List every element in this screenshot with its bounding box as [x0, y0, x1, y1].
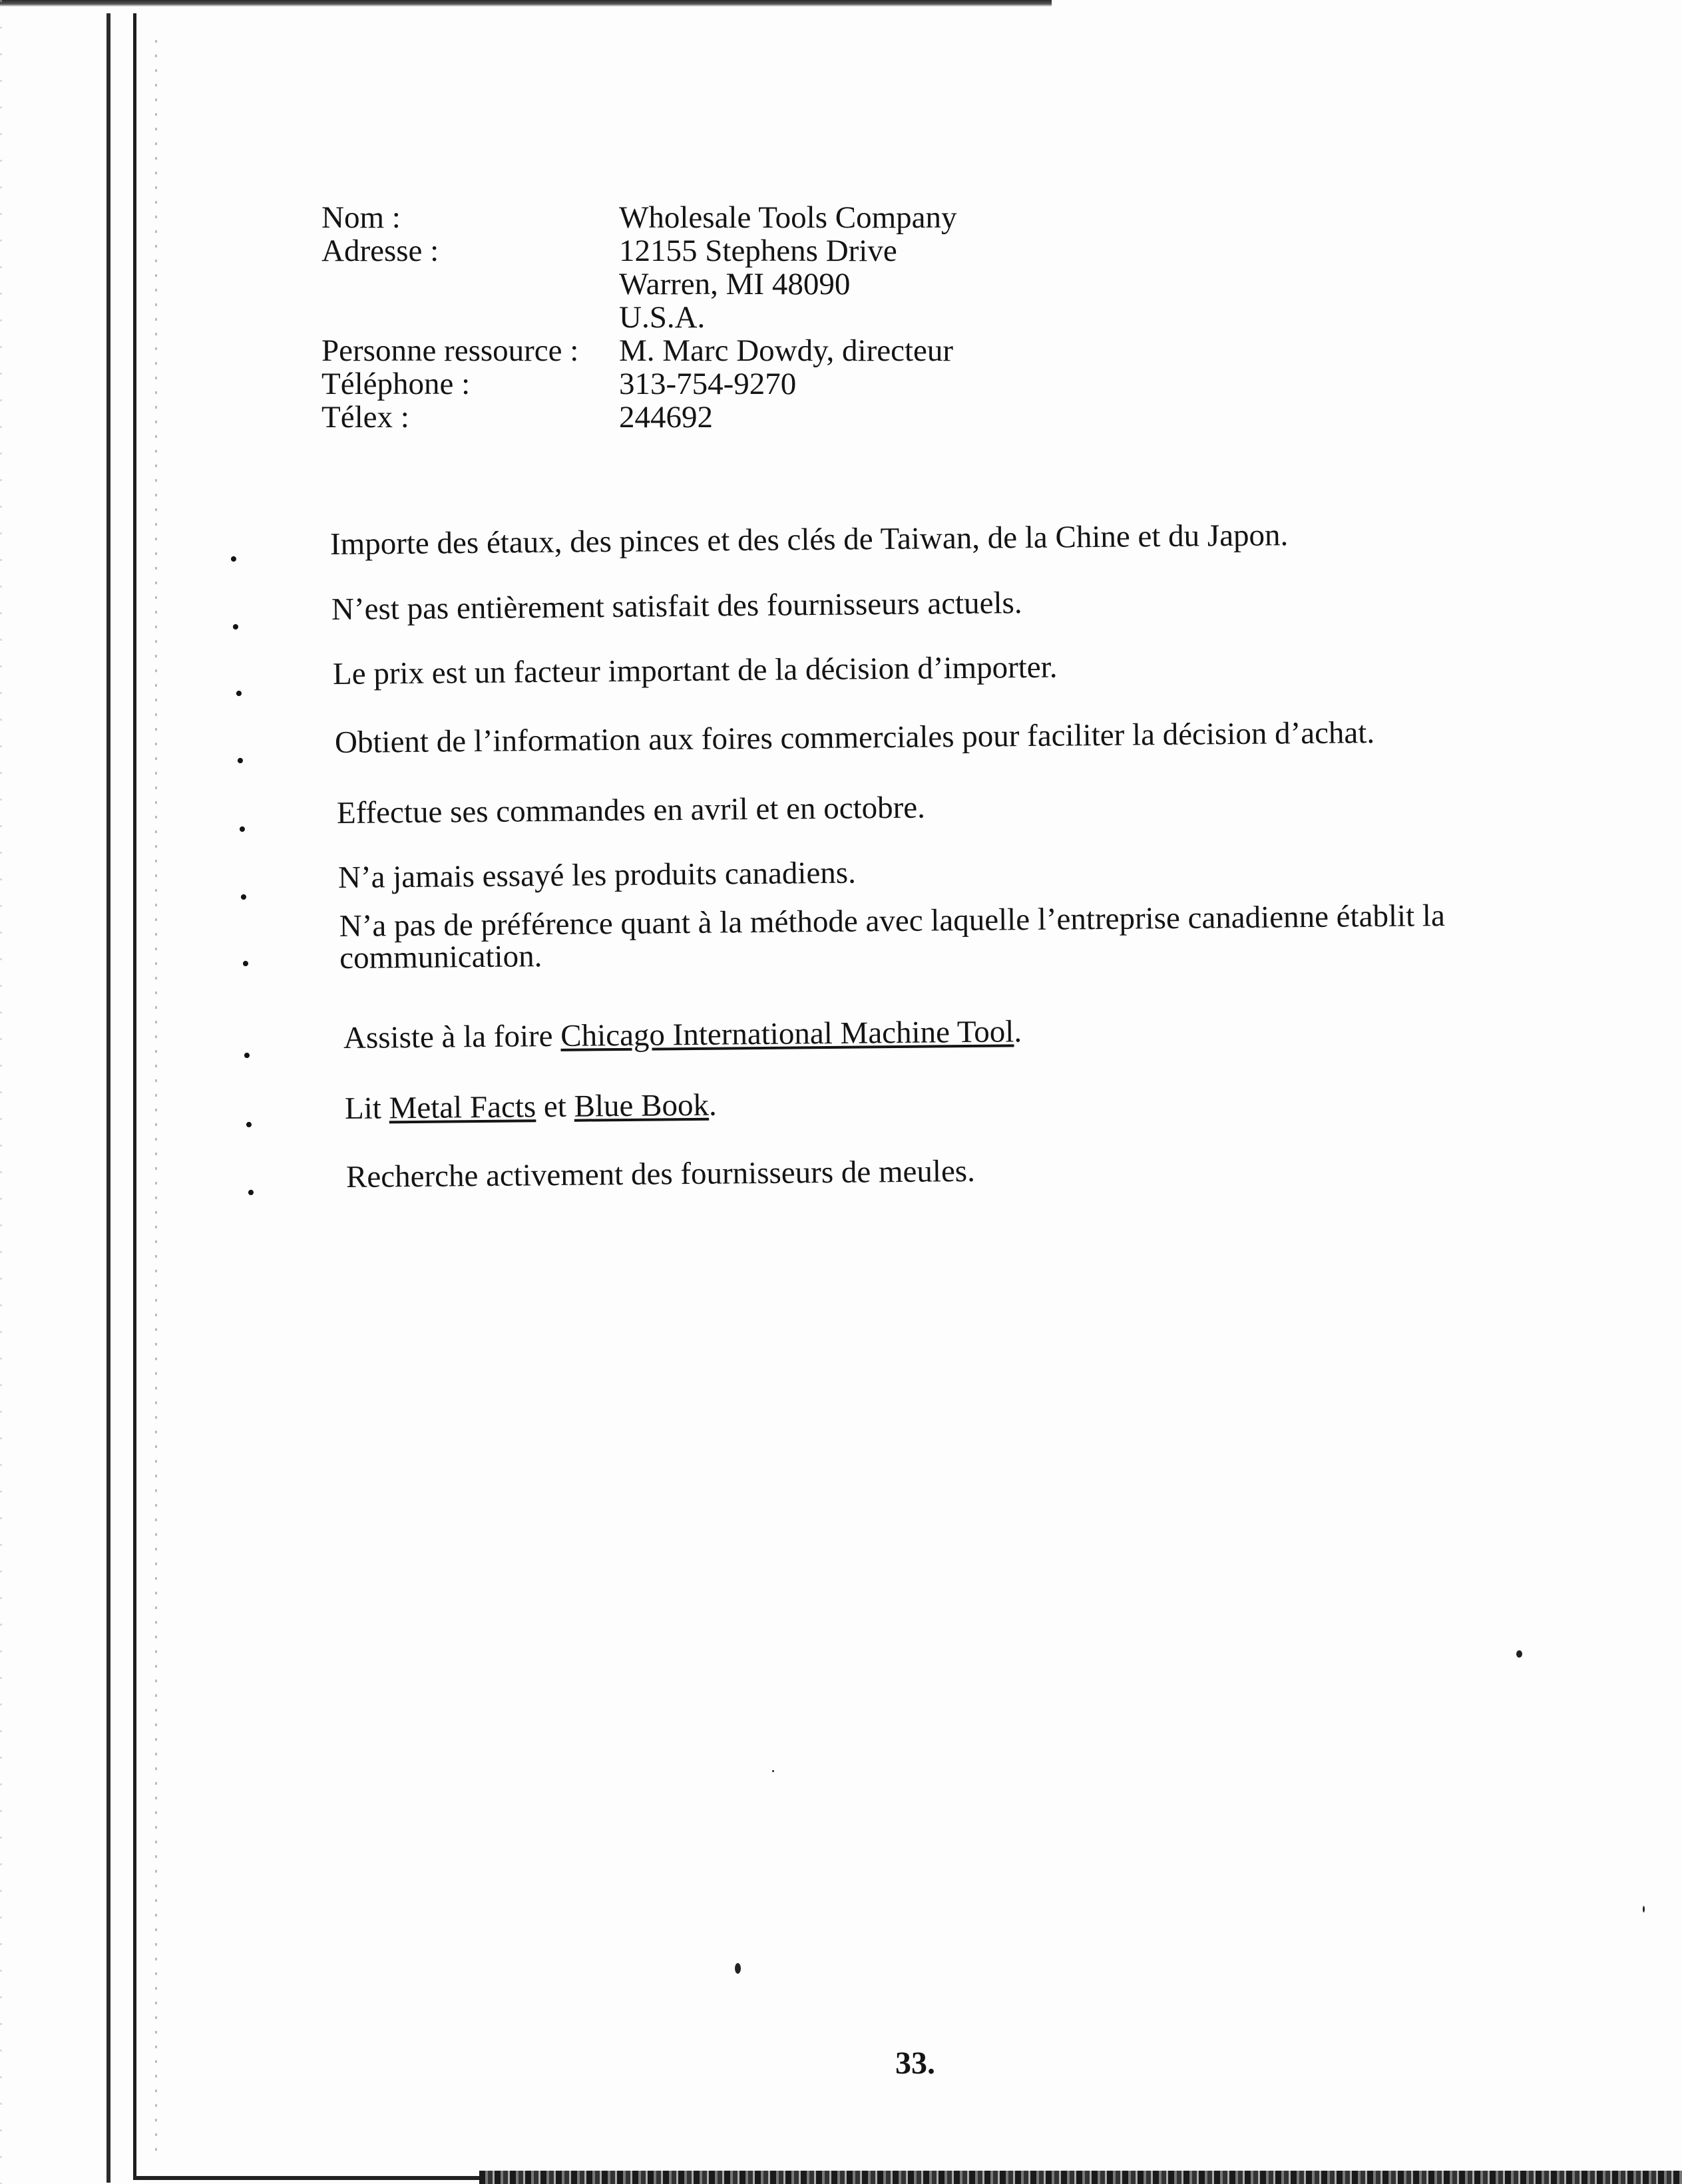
list-item — [346, 1155, 975, 1193]
list-item-text: Obtient de l’information aux foires commerciales pour faciliter la décision d’achat. — [334, 715, 1375, 760]
publication-title: Metal Facts — [389, 1089, 536, 1126]
contact-person-label: Personne ressource : — [321, 333, 579, 368]
address-label: Adresse : — [321, 234, 439, 268]
list-item-text: N’a pas de préférence quant à la méthode avec laquelle l’entreprise canadienne établit la — [339, 898, 1446, 944]
telex-number: 244692 — [619, 400, 713, 435]
trade-fair-name: Chicago International Machine Tool — [560, 1014, 1014, 1053]
list-item — [333, 651, 1058, 690]
scan-speck — [772, 1770, 774, 1772]
bullet-dot: • — [232, 615, 240, 639]
list-item-text: Assiste à la foire — [343, 1018, 561, 1055]
list-item — [338, 857, 856, 894]
telex-label: Télex : — [321, 400, 409, 435]
list-item-text: communication. — [339, 939, 542, 976]
bullet-dot: • — [240, 885, 248, 910]
list-item-text: Recherche activement des fournisseurs de meules. — [345, 1153, 976, 1194]
list-item-text: N’est pas entièrement satisfait des fournisseurs actuels. — [331, 586, 1022, 627]
list-item — [337, 792, 925, 829]
list-item-text: Le prix est un facteur important de la décision d’importer. — [332, 649, 1058, 691]
list-item-text: N’a jamais essayé les produits canadiens. — [337, 855, 857, 895]
address-line: 12155 Stephens Drive — [619, 234, 897, 268]
scan-speck — [735, 1963, 741, 1974]
list-item-text: Lit — [344, 1091, 389, 1126]
list-item — [331, 587, 1022, 626]
list-item — [330, 519, 1289, 560]
phone-label: Téléphone : — [321, 367, 471, 401]
bullet-dot: • — [236, 749, 244, 773]
bullet-dot: • — [235, 681, 243, 706]
list-item-text: Effectue ses commandes en avril et en octobre. — [336, 790, 926, 830]
punctuation: . — [1014, 1014, 1022, 1049]
list-item — [335, 717, 1375, 759]
list-item-text: et — [535, 1089, 574, 1125]
list-item-text: Importe des étaux, des pinces et des clés de Taiwan, de la Chine et du Japon. — [329, 518, 1289, 562]
phone-number: 313-754-9270 — [619, 367, 797, 401]
bullet-dot: • — [245, 1113, 253, 1137]
address-line: U.S.A. — [619, 300, 706, 335]
bullet-dot: • — [242, 952, 250, 976]
bullet-dot: • — [243, 1043, 251, 1068]
list-item — [339, 900, 1446, 974]
company-name: Wholesale Tools Company — [619, 200, 957, 235]
punctuation: . — [708, 1087, 717, 1123]
publication-title: Blue Book — [574, 1087, 710, 1124]
list-item — [343, 1015, 1022, 1054]
page-number: 33. — [895, 2046, 935, 2081]
scan-speck — [1643, 1906, 1645, 1912]
contact-person: M. Marc Dowdy, directeur — [619, 333, 954, 368]
bullet-dot: • — [238, 817, 246, 842]
list-item — [345, 1089, 717, 1125]
bullet-dot: • — [230, 547, 238, 572]
address-line: Warren, MI 48090 — [619, 267, 851, 301]
scan-speck — [1516, 1650, 1522, 1658]
bullet-dot: • — [247, 1181, 255, 1205]
name-label: Nom : — [321, 200, 401, 235]
